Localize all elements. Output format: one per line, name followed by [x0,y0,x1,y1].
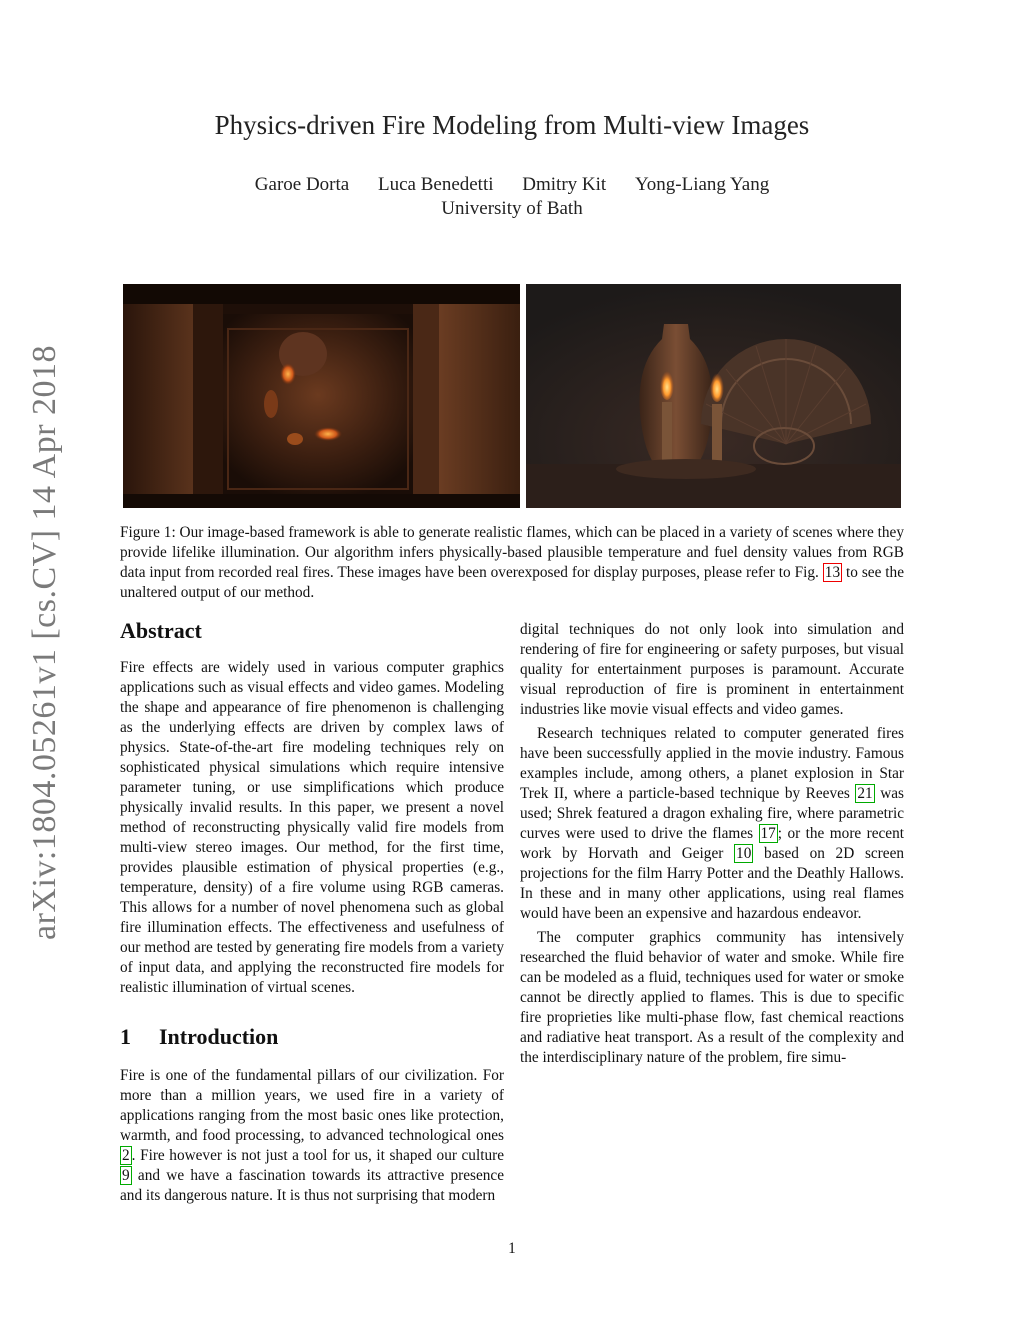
introduction-paragraph-1-continued [520,620,904,720]
figure-reference-link[interactable]: 13 [824,564,841,581]
author-name: Luca Benedetti [377,174,494,195]
right-column [520,620,904,1068]
paper-title: Physics-driven Fire Modeling from Multi-view Images [214,110,810,140]
paragraph-text: Fire is one of the fundamental pillars of our civilization. For more than a million years, we used fire in a variety of applications ranging from the most basic ones like protection, warmth, and food processing, to advanced technological ones [120,1067,504,1144]
paragraph-text: . Fire however is not just a tool for us, it shaped our culture [131,1147,504,1164]
author-name: Dmitry Kit [522,174,607,195]
author-list [0,174,1024,196]
paragraph-text: and we have a fascination towards its attractive presence and its dangerous nature. It is thus not surprising that modern [120,1167,504,1204]
paragraph-text: based on 2D screen projections for the film Harry Potter and the Deathly Hallows. In these and in many other applications, using real flames would have been an expensive and hazardous endeavor. [520,845,905,922]
author-name: Garoe Dorta [254,174,350,195]
caption-text-end: to see the unaltered output of our method. [120,564,904,601]
paragraph-text: was used; Shrek featured a dragon exhaling fire, where parametric curves were used to drive the flames [520,785,905,842]
introduction-paragraph-3: The computer graphics community has intensively researched the fluid behavior of water and smoke. While fire can be modeled as a fluid, techniques used for water or smoke cannot be directly applied to flames. This is due to specific fire proprieties like multi-phase flow, fast chemical reactions and radiative heat transport. As a result of the complexity and the interdisciplinary nature of the problem, fire simu- [520,929,904,1066]
introduction-paragraph-2 [520,724,904,924]
paragraph-text: ; or the more recent work by Horvath and Geiger [520,825,904,862]
arxiv-identifier: arXiv:1804.05261v1 [cs.CV] 14 Apr 2018 [26,344,63,940]
figure-caption [120,523,904,603]
abstract-heading: Abstract [120,618,202,643]
abstract-text: Fire effects are widely used in various computer graphics applications such as visual effects and video games. Modeling the shape and appearance of fire phenomenon is challenging as the underlying effects are driven by complex laws of physics. State-of-the-art fire modeling techniques rely on sophisticated physical simulations which require intensive parameter tuning, or use simplifications which produce physically invalid results. In this paper, we present a novel method of reconstructing physically valid fire models from multi-view stereo images. Our method, for the first time, provides plausible estimation of physical properties (e.g., temperature, density) of a fire volume using RGB cameras. This allows for a number of novel phenomena such as global fire illumination effects. The effectiveness and usefulness of our method are tested by generating fire models from a variety of input data, and applying the reconstructed fire models for realistic illumination of virtual scenes. [120,659,504,996]
left-column [120,620,504,1206]
paragraph-text: Research techniques related to computer generated fires have been successfully applied in the movie industry. Famous examples include, among others, a planet explosion in Star Trek II, where a particle-based technique by Reeves [520,725,904,802]
introduction-heading [120,1026,504,1048]
citation-link[interactable]: 10 [736,845,752,862]
section-number: 1 [120,1024,131,1049]
citation-link[interactable]: 17 [760,825,776,842]
figure-image-candle-scene [526,284,901,508]
figure-image-room-scene [123,284,520,508]
citation-link[interactable]: 9 [122,1167,130,1184]
citation-link[interactable]: 2 [122,1147,130,1164]
page-number: 1 [508,1240,516,1257]
citation-link[interactable]: 21 [857,785,873,802]
paragraph-text: digital techniques do not only look into simulation and rendering of fire for engineering or safety purposes, but visual quality for entertainment purposes is paramount. Accurate visual reproduction of fire is prominent in entertainment industries like movie visual effects and video games. [520,621,904,718]
room-scene-illustration [123,284,520,508]
author-affiliation: University of Bath [441,198,583,219]
introduction-paragraph-1 [120,1066,504,1206]
caption-text: Figure 1: Our image-based framework is able to generate realistic flames, which can be placed in a variety of scenes where they provide lifelike illumination. Our algorithm infers physically-based plausible temperature and fuel density values from RGB data input from recorded real fires. These images have been overexposed for display purposes, please refer to Fig. [120,524,904,581]
section-title: Introduction [159,1024,279,1049]
author-name: Yong-Liang Yang [634,174,770,195]
candle-scene-illustration [526,284,901,508]
